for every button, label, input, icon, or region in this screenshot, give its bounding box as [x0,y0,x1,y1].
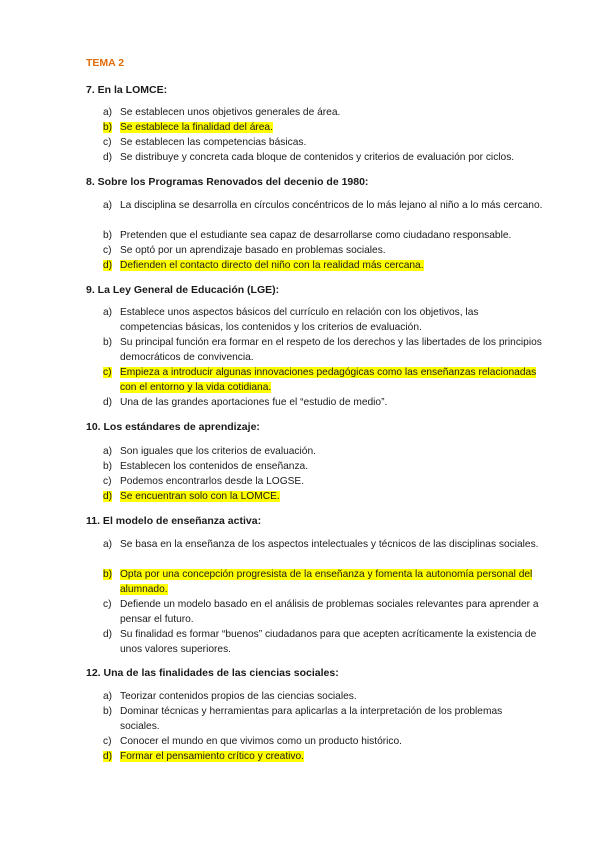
section-heading: TEMA 2 [86,57,125,69]
q11-option-c [103,598,543,628]
option-text: Se establecen las competencias básicas. [120,137,307,148]
q10-option-b [103,460,543,475]
q10-option-a [103,445,543,460]
q7-option-c [103,136,543,151]
option-letter: b) [103,122,113,133]
option-text-highlighted: Se encuentran solo con la LOMCE. [120,491,280,502]
q9-option-b [103,336,543,366]
option-text: Su finalidad es formar “buenos” ciudadanos para que acepten acríticamente la existencia de unos valores superiores. [120,629,537,655]
q8-option-d [103,259,543,274]
option-letter: c) [103,367,112,378]
option-text: La disciplina se desarrolla en círculos concéntricos de lo más lejano al niño a lo más cercano. [120,200,543,211]
option-letter: a) [103,539,113,550]
option-letter: d) [103,397,113,408]
q7-option-d [103,151,543,166]
q11-option-a [103,538,543,553]
option-text: Establecen los contenidos de enseñanza. [120,461,309,472]
option-letter: b) [103,569,113,580]
question-7-title: 7. En la LOMCE: [86,84,168,96]
option-text: Defiende un modelo basado en el análisis de problemas sociales relevantes para aprender a pensar el futuro. [120,599,539,625]
q10-option-c [103,475,543,490]
option-text: Una de las grandes aportaciones fue el “estudio de medio”. [120,397,388,408]
option-letter: b) [103,706,113,717]
q8-option-a [103,199,543,214]
option-letter: d) [103,751,113,762]
q9-option-a [103,306,543,336]
q9-option-c [103,366,543,396]
q8-option-c [103,244,543,259]
option-letter: d) [103,260,113,271]
option-letter: b) [103,230,113,241]
q9-option-d [103,396,543,411]
q12-option-a [103,690,543,705]
q12-option-b [103,705,543,735]
option-letter: c) [103,476,112,487]
q10-option-d [103,490,543,505]
q11-option-d [103,628,543,658]
option-text: Se distribuye y concreta cada bloque de contenidos y criterios de evaluación por ciclos. [120,152,515,163]
option-letter: a) [103,307,113,318]
q11-option-b [103,568,543,598]
option-letter: a) [103,446,113,457]
option-letter: d) [103,152,113,163]
option-text-highlighted: Defienden el contacto directo del niño con la realidad más cercana. [120,260,424,271]
q7-option-a [103,106,543,121]
option-text-highlighted: Opta por una concepción progresista de la enseñanza y fomenta la autonomía personal del alumnado. [120,569,533,595]
option-letter: a) [103,107,113,118]
question-8-title: 8. Sobre los Programas Renovados del decenio de 1980: [86,176,369,188]
q12-option-d [103,750,543,765]
q8-option-b [103,229,543,244]
question-10-title: 10. Los estándares de aprendizaje: [86,421,260,433]
option-text: Se establecen unos objetivos generales de área. [120,107,341,118]
q7-option-b [103,121,543,136]
option-text: Se basa en la enseñanza de los aspectos intelectuales y técnicos de las disciplinas sociales. [120,539,539,550]
option-text: Conocer el mundo en que vivimos como un producto histórico. [120,736,403,747]
question-11-title: 11. El modelo de enseñanza activa: [86,515,262,527]
option-text-highlighted: Formar el pensamiento crítico y creativo. [120,751,305,762]
option-text-highlighted: Se establece la finalidad del área. [120,122,273,133]
option-text: Dominar técnicas y herramientas para aplicarlas a la interpretación de los problemas sociales. [120,706,503,732]
option-letter: c) [103,599,112,610]
option-letter: c) [103,245,112,256]
option-letter: c) [103,137,112,148]
option-letter: c) [103,736,112,747]
option-text-highlighted: Empieza a introducir algunas innovaciones pedagógicas como las enseñanzas relacionadas con el entorno y la vida cotidiana. [120,367,537,393]
option-text: Teorizar contenidos propios de las ciencias sociales. [120,691,357,702]
option-letter: b) [103,461,113,472]
option-letter: d) [103,491,113,502]
option-letter: a) [103,691,113,702]
option-text: Su principal función era formar en el respeto de los derechos y las libertades de los principios democráticos de convivencia. [120,337,542,363]
question-9-title: 9. La Ley General de Educación (LGE): [86,284,280,296]
option-text: Son iguales que los criterios de evaluación. [120,446,316,457]
option-text: Establece unos aspectos básicos del currículo en relación con los objetivos, las competencias básicas, los contenidos y los criterios de evaluación. [120,307,479,333]
option-letter: d) [103,629,113,640]
option-letter: b) [103,337,113,348]
option-text: Se optó por un aprendizaje basado en problemas sociales. [120,245,386,256]
option-letter: a) [103,200,113,211]
option-text: Podemos encontrarlos desde la LOGSE. [120,476,305,487]
option-text: Pretenden que el estudiante sea capaz de desarrollarse como ciudadano responsable. [120,230,512,241]
q12-option-c [103,735,543,750]
question-12-title: 12. Una de las finalidades de las ciencias sociales: [86,667,339,679]
